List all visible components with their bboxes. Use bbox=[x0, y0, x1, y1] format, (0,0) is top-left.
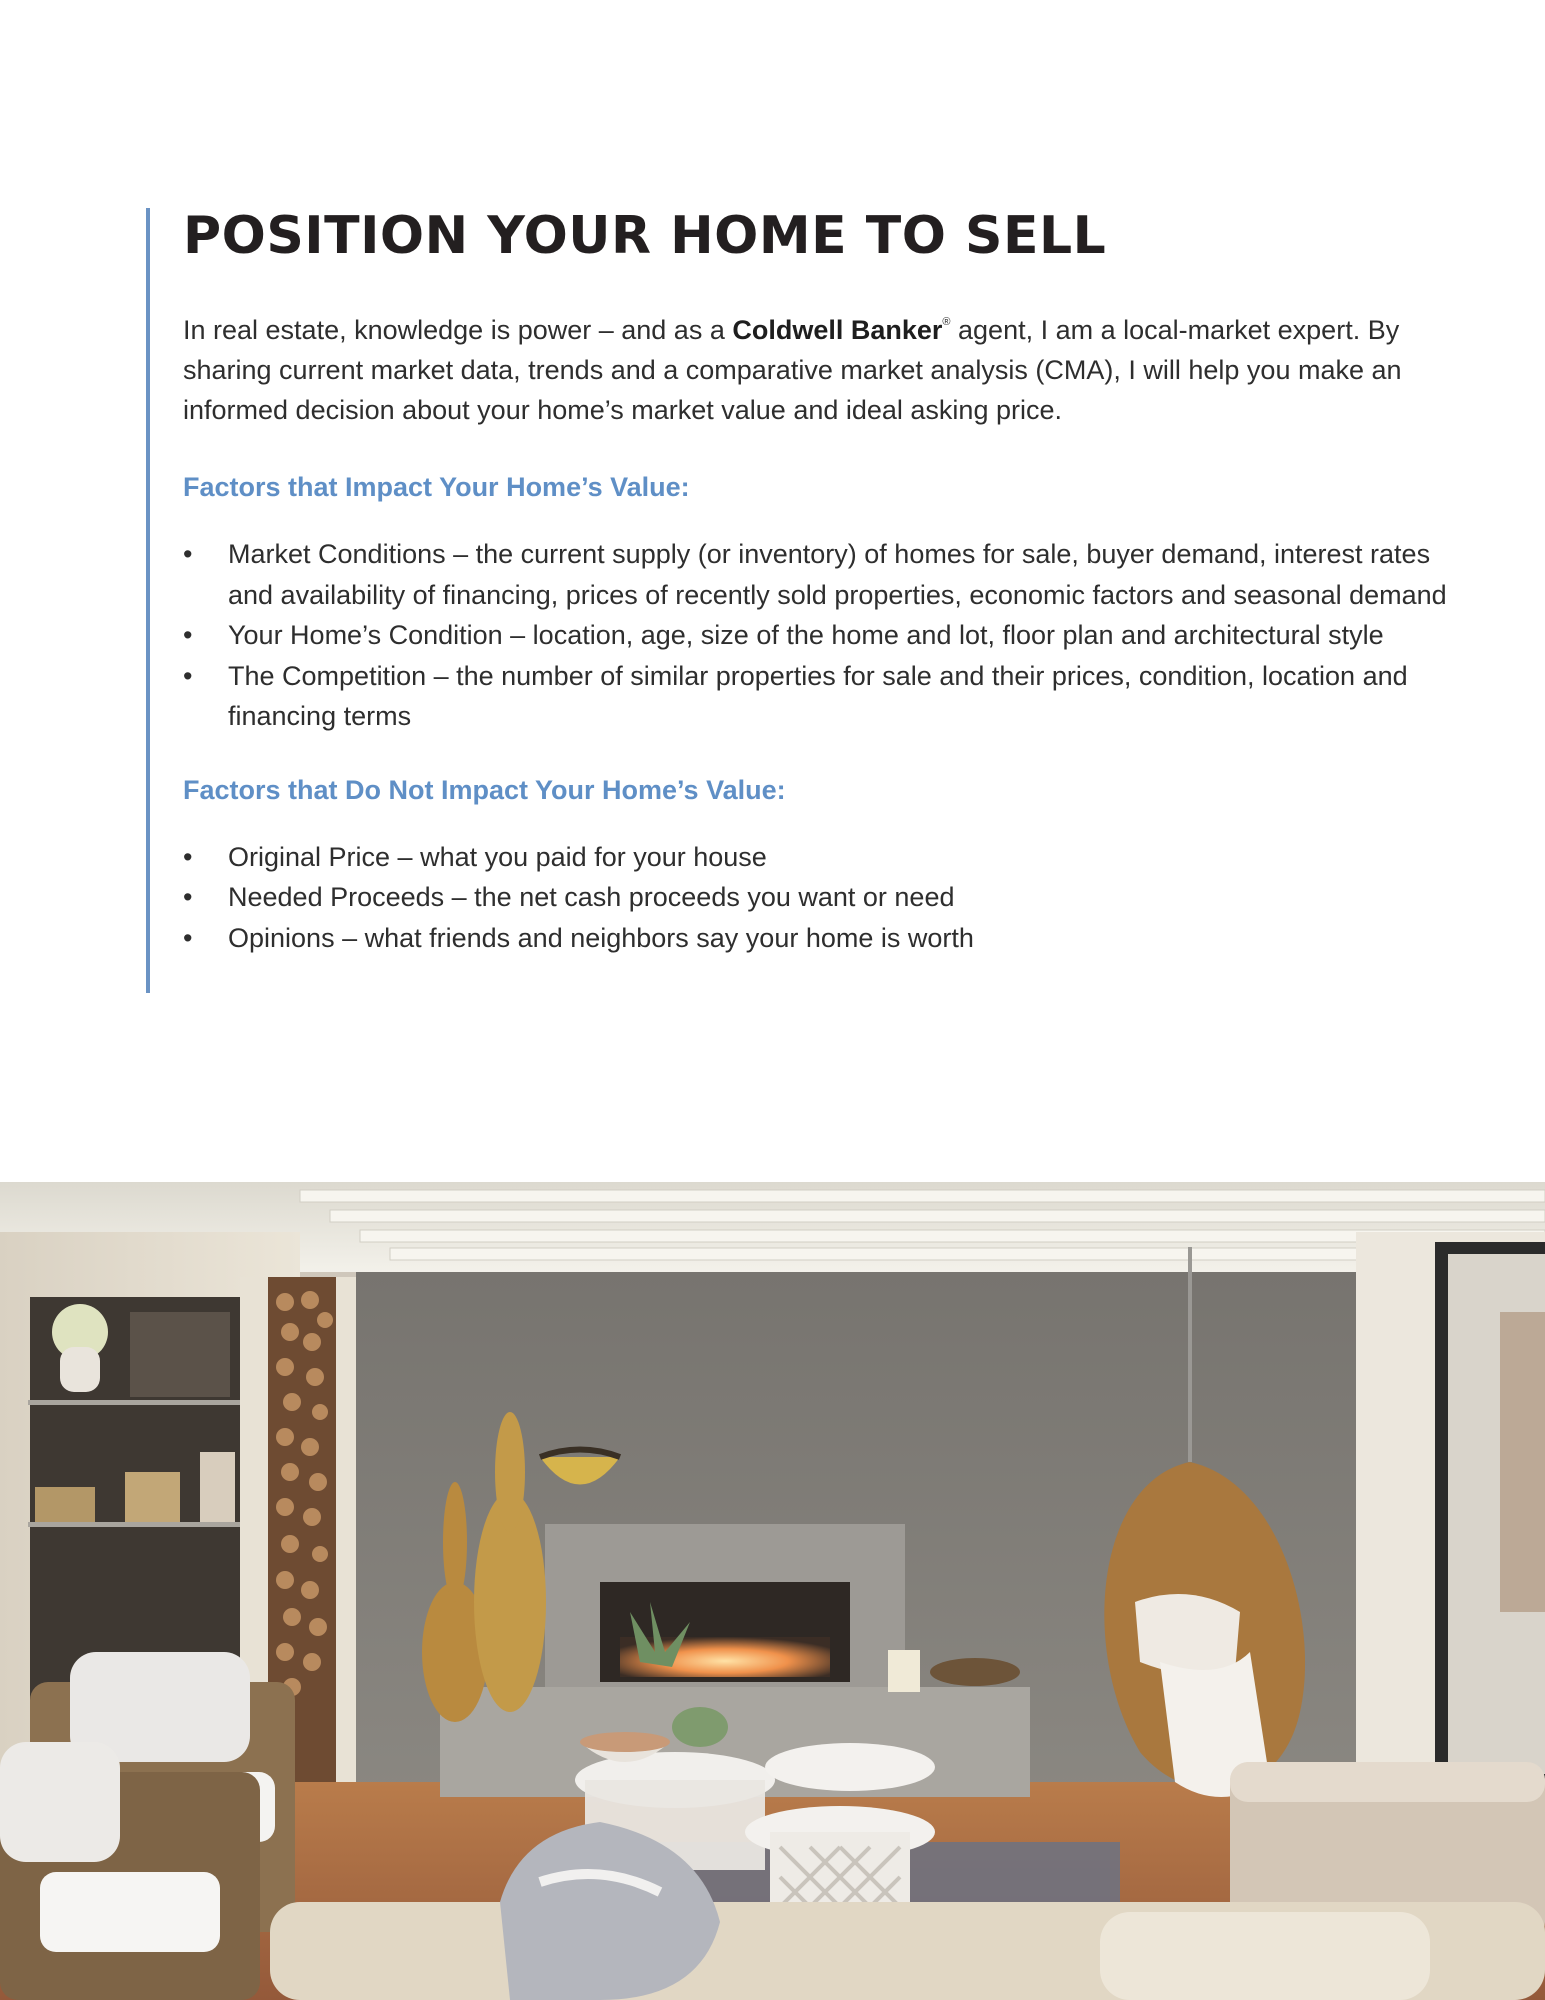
intro-text-end: agent, I am a local-market expert. By sharing current market data, trends and a comparative market analysis (CMA), I will help you make an informed decision about your home’s market value and ideal asking price. bbox=[183, 315, 1402, 425]
no-impact-item-original-price: Original Price – what you paid for your house bbox=[228, 841, 767, 872]
list-item bbox=[183, 877, 1458, 918]
list-item bbox=[183, 656, 1458, 737]
no-impact-list bbox=[183, 837, 1483, 959]
registered-mark: ® bbox=[942, 316, 951, 328]
bullet-icon: • bbox=[183, 660, 193, 691]
bullet-icon: • bbox=[183, 539, 193, 569]
content-section bbox=[146, 208, 1483, 993]
no-impact-item-opinions: Opinions – what friends and neighbors say your home is worth bbox=[228, 922, 974, 953]
bullet-icon: • bbox=[183, 841, 193, 872]
bullet-icon: • bbox=[183, 620, 193, 650]
impact-item-home-condition: Your Home’s Condition – location, age, size of the home and lot, floor plan and architectural style bbox=[228, 620, 1384, 650]
impact-item-market-conditions: Market Conditions – the current supply (or inventory) of homes for sale, buyer demand, interest rates and availability of financing, prices of recently sold properties, economic factors and seasonal demand bbox=[228, 539, 1447, 610]
bullet-icon: • bbox=[183, 882, 193, 912]
page-title: POSITION YOUR HOME TO SELL bbox=[183, 206, 1107, 266]
list-item bbox=[183, 837, 1458, 878]
impact-item-competition: The Competition – the number of similar properties for sale and their prices, condition, location and financing terms bbox=[228, 660, 1408, 731]
brand-name: Coldwell Banker bbox=[732, 315, 943, 345]
living-room-photo bbox=[0, 1182, 1545, 2000]
bullet-icon: • bbox=[183, 922, 193, 953]
impact-list bbox=[183, 534, 1483, 737]
list-item bbox=[183, 615, 1458, 656]
no-impact-item-needed-proceeds: Needed Proceeds – the net cash proceeds you want or need bbox=[228, 882, 955, 912]
impact-heading: Factors that Impact Your Home’s Value: bbox=[183, 472, 690, 502]
list-item bbox=[183, 534, 1458, 615]
intro-text-start: In real estate, knowledge is power – and as a bbox=[183, 315, 733, 345]
living-room-illustration bbox=[0, 1182, 1545, 2000]
no-impact-heading: Factors that Do Not Impact Your Home’s Value: bbox=[183, 774, 786, 805]
list-item bbox=[183, 918, 1458, 959]
intro-paragraph bbox=[183, 302, 1443, 430]
